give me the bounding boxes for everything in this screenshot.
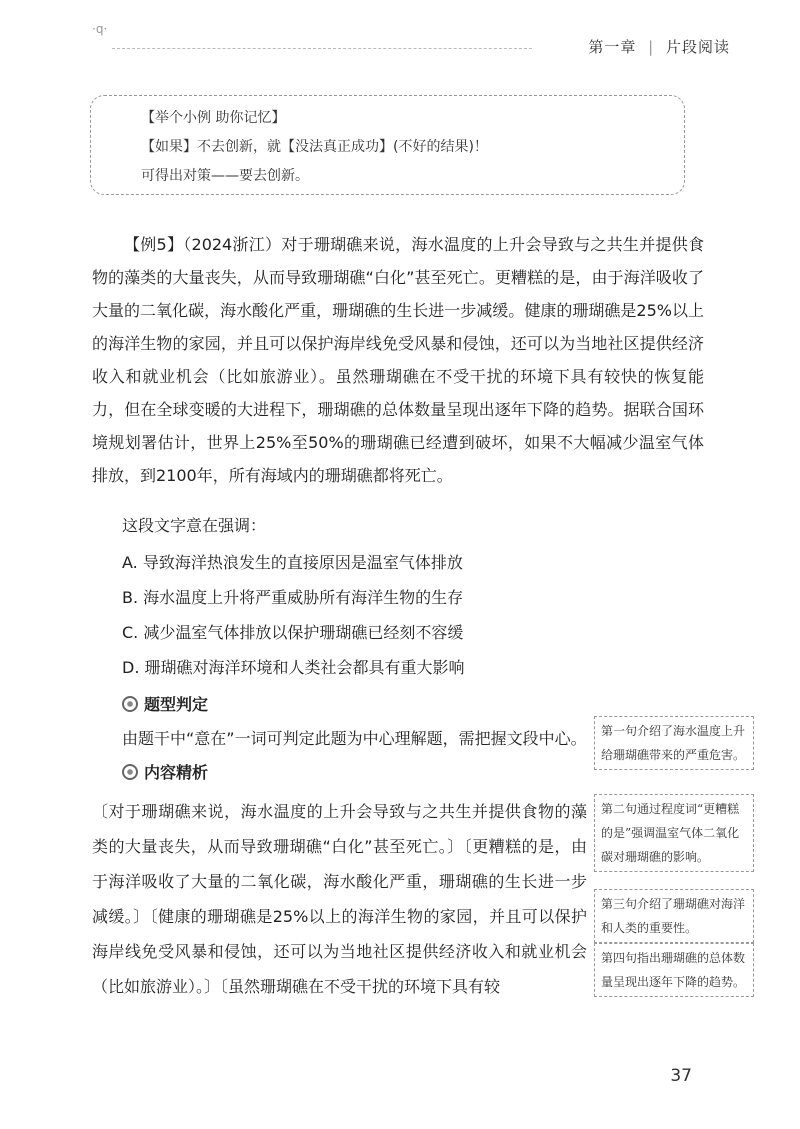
type-judgment-heading — [122, 692, 208, 715]
type-judgment-text: 由题干中“意在”一词可判定此题为中心理解题，需把握文段中心。 — [122, 729, 587, 748]
page-number: 37 — [670, 1066, 692, 1086]
header-separator: | — [648, 38, 655, 56]
chapter-label: 第一章 — [588, 38, 637, 56]
content-analysis-heading — [122, 760, 208, 783]
option-a: A. 导致海洋热浪发生的直接原因是温室气体排放 — [122, 553, 463, 572]
type-judgment-label: 题型判定 — [144, 695, 209, 714]
memory-tip-box — [90, 95, 685, 195]
tip-title: 【举个小例 助你记忆】 — [141, 110, 286, 126]
scan-corner-mark: ·q· — [92, 22, 108, 36]
example-paragraph: 【例5】（2024浙江）对于珊瑚礁来说，海水温度的上升会导致与之共生并提供食物的藻类的大量丧失，从而导致珊瑚礁“白化”甚至死亡。更糟糕的是，由于海洋吸收了大量的二氧化碳，海水酸化严重，珊瑚礁的生长进一步减缓。健康的珊瑚礁是25%以上的海洋生物的家园，并且可以保护海岸线免受风暴和侵蚀，还可以为当地社区提供经济收入和就业机会（比如旅游业）。虽然珊瑚礁在不受干扰的环境下具有较快的恢复能力，但在全球变暖的大进程下，珊瑚礁的总体数量呈现出逐年下降的趋势。据联合国环境规划署估计，世界上25%至50%的珊瑚礁已经遭到破坏，如果不大幅减少温室气体排放，到2100年，所有海域内的珊瑚礁都将死亡。 — [92, 235, 704, 485]
tip-line-2: 可得出对策——要去创新。 — [141, 168, 309, 184]
margin-note-4: 第四句指出珊瑚礁的总体数量呈现出逐年下降的趋势。 — [594, 943, 754, 997]
margin-note-1: 第一句介绍了海水温度上升给珊瑚礁带来的严重危害。 — [594, 716, 754, 770]
content-analysis-text: 〔对于珊瑚礁来说，海水温度的上升会导致与之共生并提供食物的藻类的大量丧失，从而导致珊瑚礁“白化”甚至死亡。〕〔更糟糕的是，由于海洋吸收了大量的二氧化碳，海水酸化严重，珊瑚礁的生长进一步减缓。〕〔健康的珊瑚礁是25%以上的海洋生物的家园，并且可以保护海岸线免受风暴和侵蚀，还可以为当地社区提供经济收入和就业机会（比如旅游业）。〕〔虽然珊瑚礁在不受干扰的环境下具有较 — [92, 802, 587, 996]
margin-note-2: 第二句通过程度词“更糟糕的是”强调温室气体二氧化碳对珊瑚礁的影响。 — [594, 794, 754, 872]
gear-badge-icon — [122, 696, 138, 712]
gear-badge-icon — [122, 764, 138, 780]
tip-line-1: 【如果】不去创新，就【没法真正成功】(不好的结果)！ — [141, 139, 488, 155]
content-analysis-label: 内容精析 — [144, 763, 209, 782]
option-c: C. 减少温室气体排放以保护珊瑚礁已经刻不容缓 — [122, 623, 464, 642]
question-prompt: 这段文字意在强调： — [122, 516, 267, 535]
chapter-title: 片段阅读 — [665, 38, 730, 56]
header-divider — [112, 48, 532, 49]
answer-options — [122, 545, 465, 685]
margin-note-3: 第三句介绍了珊瑚礁对海洋和人类的重要性。 — [594, 889, 754, 943]
option-d: D. 珊瑚礁对海洋环境和人类社会都具有重大影响 — [122, 658, 465, 677]
running-header — [582, 36, 730, 57]
option-b: B. 海水温度上升将严重威胁所有海洋生物的生存 — [122, 588, 464, 607]
